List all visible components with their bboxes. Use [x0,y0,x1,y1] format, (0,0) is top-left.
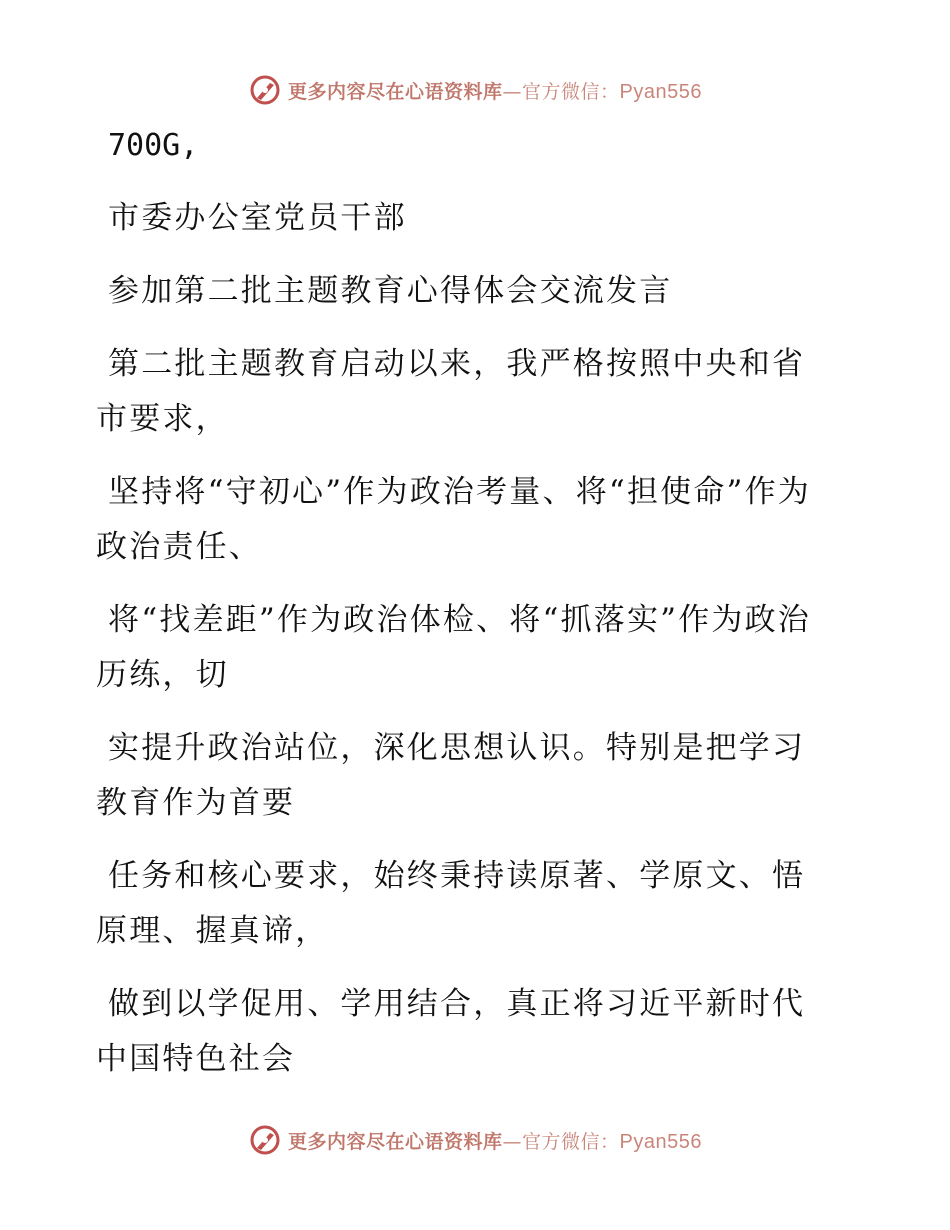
paragraph: 做到以学促用、学用结合，真正将习近平新时代中国特色社会 [96,986,806,1077]
watermark-separator: — [502,1130,523,1153]
watermark-separator: — [502,80,523,103]
paragraph: 700G, [108,128,199,163]
logo-icon [248,1123,282,1157]
watermark-wechat-label: 官方微信： [522,80,620,103]
paragraph: 第二批主题教育启动以来，我严格按照中央和省市要求， [96,346,806,437]
watermark-text [288,1127,702,1154]
logo-icon [248,73,282,107]
watermark-wechat-id: Pyan556 [619,1130,702,1153]
watermark-wechat-id: Pyan556 [619,80,702,103]
header-watermark [0,70,950,110]
paragraph: 实提升政治站位，深化思想认识。特别是把学习教育作为首要 [96,730,806,821]
footer-watermark [0,1120,950,1160]
watermark-wechat-label: 官方微信： [522,1130,620,1153]
document-body [96,118,836,1105]
watermark-text [288,77,702,104]
paragraph: 将“找差距”作为政治体检、将“抓落实”作为政治历练，切 [96,602,811,693]
paragraph: 市委办公室党员干部 [108,200,407,236]
paragraph: 坚持将“守初心”作为政治考量、将“担使命”作为政治责任、 [96,474,811,565]
paragraph: 参加第二批主题教育心得体会交流发言 [108,273,673,309]
paragraph: 任务和核心要求，始终秉持读原著、学原文、悟原理、握真谛， [96,858,806,949]
watermark-main-text: 更多内容尽在心语资料库 [288,1130,503,1153]
watermark-main-text: 更多内容尽在心语资料库 [288,80,503,103]
